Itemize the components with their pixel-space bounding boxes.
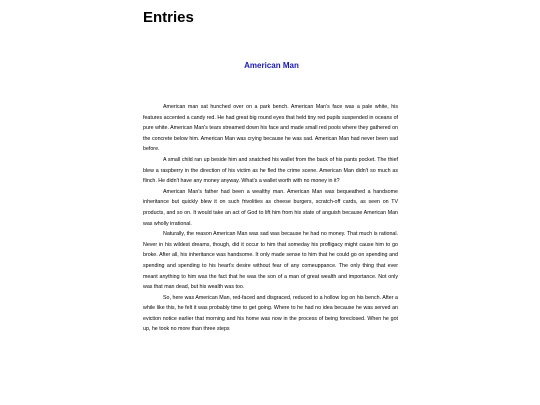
entry-paragraph-2: A small child ran up beside him and snatched his wallet from the back of his pants pocket. The thief blew a raspberry in the direction of his victim as he fled the crime scene. American Man didn't so much as flinch. He didn't have any money anyway. What's a wallet worth with no money in it? (143, 156, 398, 185)
page-title: Entries (143, 9, 194, 26)
entry-paragraph-5: So, here was American Man, red-faced and disgraced, reduced to a hollow log on his bench. After a while like this, he felt it was probably time to get going. Where to he had no idea because he was served an eviction notice earlier that morning and his home was now in the process of being foreclosed. When he got up, he took no more than three steps (143, 294, 398, 333)
entry-title[interactable]: American Man (244, 61, 299, 70)
entry-body (143, 102, 398, 335)
entry-article (143, 60, 398, 335)
entry-paragraph-3: American Man's father had been a wealthy man. American Man was bequeathed a handsome inheritance but quickly blew it on such frivolities as cheese burgers, scratch-off cards, as seen on TV products, and so on. It would take an act of God to lift him from his state of anguish because American Man was wholly irrational. (143, 188, 398, 227)
entry-paragraph-1: American man sat hunched over on a park bench. American Man's face was a pale white, his features accented a candy red. He had great big round eyes that held tiny red pupils suspended in oceans of pure white. American Man's tears streamed down his face and made small red pools where they gathered on the concrete below him. American Man was crying because he was sad. American Man had never been sad before. (143, 104, 398, 153)
entry-paragraph-4: Naturally, the reason American Man was sad was because he had no money. That much is rational. Never in his wildest dreams, though, did it occur to him that someday his profligacy might cause him to go broke. After all, his inheritance was handsome. It only made sense to him that he could go on spending and spending and spending to his heart's desire without fear of any comeuppance. The only thing that ever meant anything to him was the fact that he was the son of a man of great wealth and importance. Not only was that man dead, but his wealth was too. (143, 231, 398, 291)
